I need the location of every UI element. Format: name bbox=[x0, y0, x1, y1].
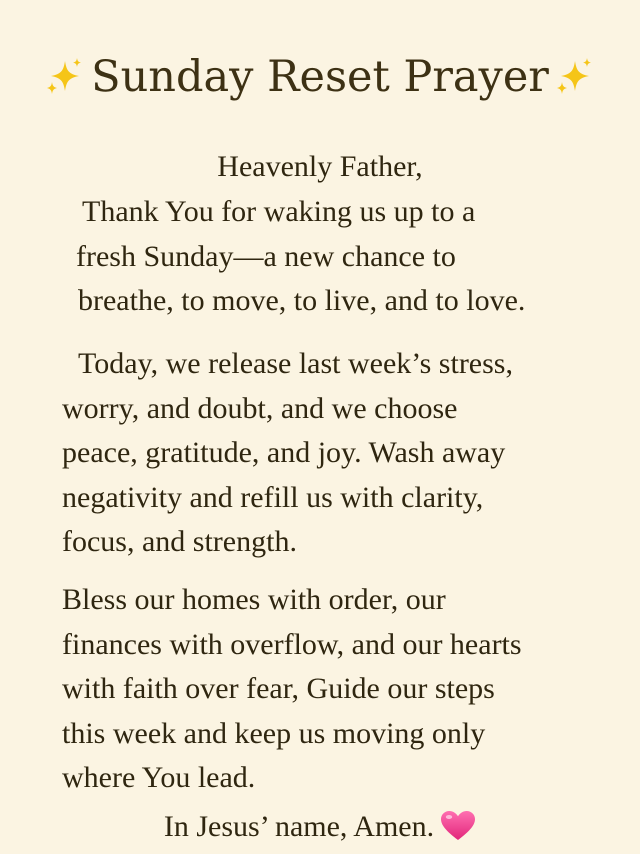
paragraph-line: fresh Sunday—a new chance to bbox=[76, 239, 456, 273]
pink-heart-icon bbox=[440, 810, 476, 842]
paragraph-line: focus, and strength. bbox=[62, 525, 297, 558]
sparkles-icon bbox=[553, 55, 597, 99]
paragraph-line: Today, we release last week’s stress, bbox=[78, 347, 513, 380]
greeting: Heavenly Father, bbox=[217, 150, 423, 183]
closing-line bbox=[0, 805, 640, 850]
paragraph-line: finances with overflow, and our hearts bbox=[62, 627, 522, 661]
title-row bbox=[0, 44, 640, 107]
paragraph-release bbox=[62, 342, 622, 565]
paragraph-line: peace, gratitude, and joy. Wash away bbox=[62, 436, 506, 469]
paragraph-bless bbox=[62, 578, 622, 801]
paragraph-line: Bless our homes with order, our bbox=[62, 583, 446, 616]
paragraph-line: with faith over fear, Guide our steps bbox=[62, 672, 495, 705]
page-title: Sunday Reset Prayer bbox=[91, 52, 549, 102]
paragraph-line: worry, and doubt, and we choose bbox=[62, 391, 458, 425]
paragraph-line: negativity and refill us with clarity, bbox=[62, 480, 484, 514]
paragraph-line: where You lead. bbox=[62, 761, 256, 794]
paragraph-line: this week and keep us moving only bbox=[62, 716, 486, 750]
closing-text: In Jesus’ name, Amen. bbox=[163, 810, 435, 843]
paragraph-line: breathe, to move, to live, and to love. bbox=[78, 284, 526, 317]
sparkles-icon bbox=[43, 55, 87, 99]
paragraph-thanks bbox=[76, 190, 616, 324]
paragraph-line: Thank You for waking us up to a bbox=[82, 195, 476, 228]
